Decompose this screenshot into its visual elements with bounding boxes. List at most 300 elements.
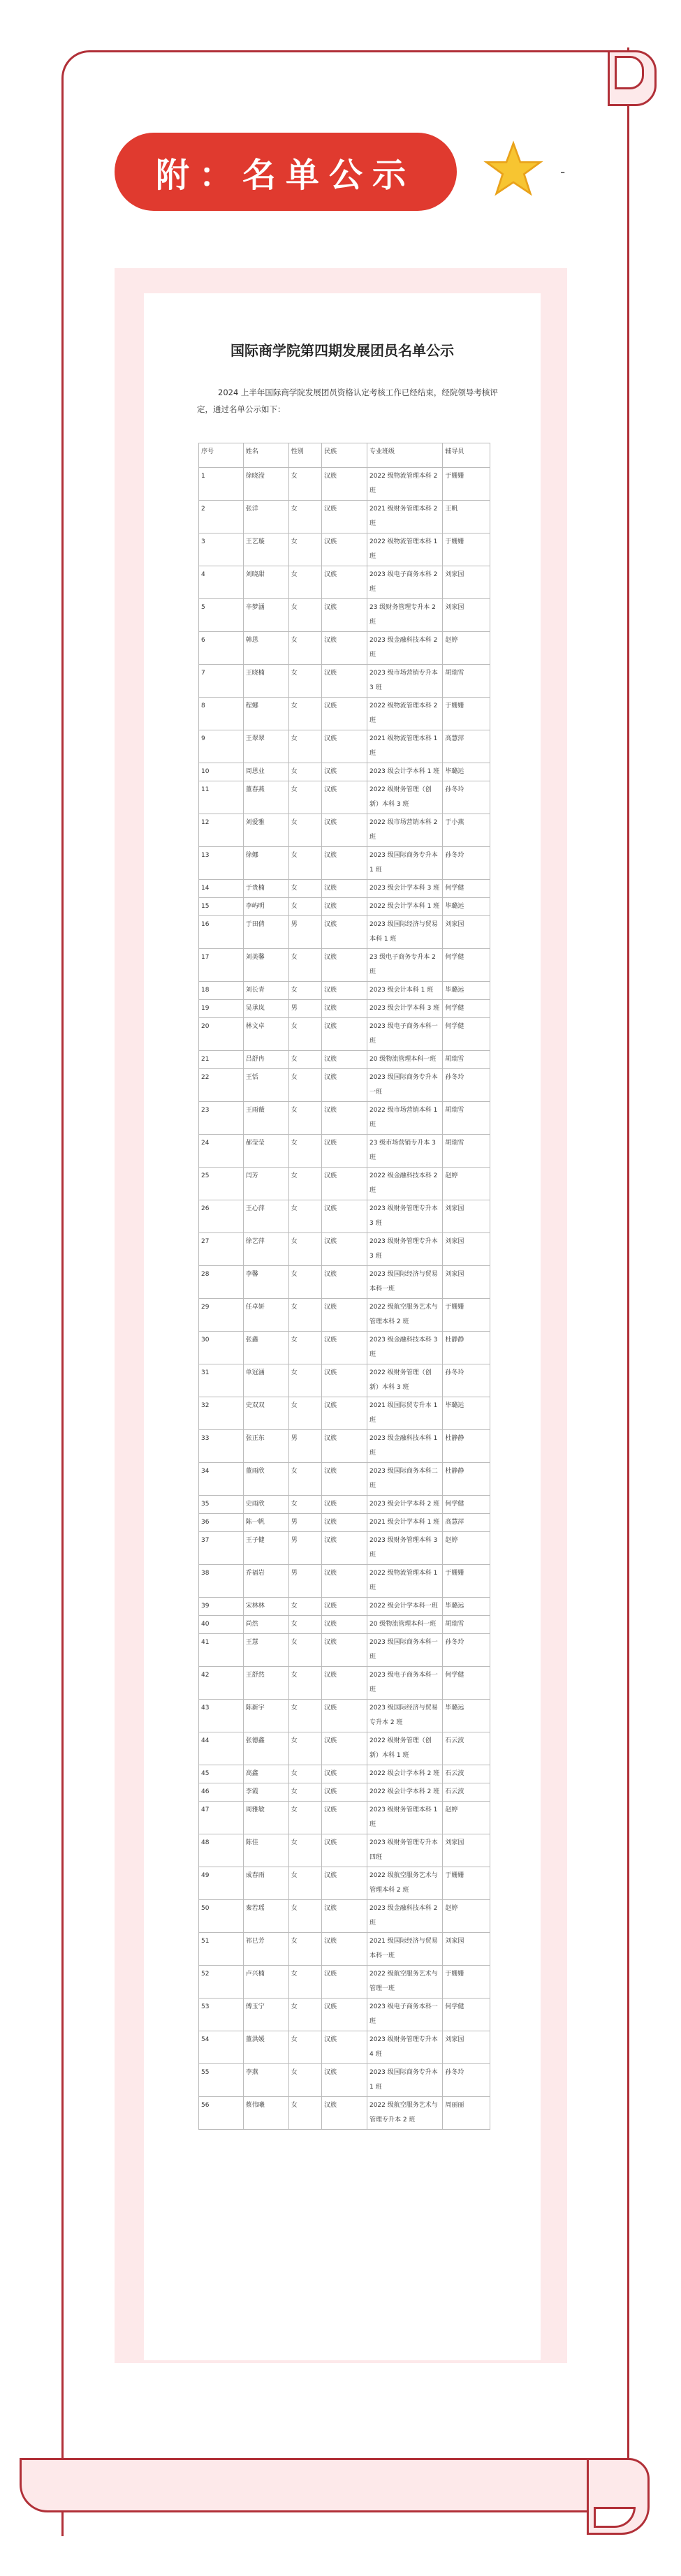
table-cell: 汉族	[321, 916, 367, 949]
table-cell: 石云波	[443, 1765, 490, 1783]
column-header: 序号	[199, 443, 244, 468]
table-cell: 女	[288, 2097, 321, 2130]
table-cell: 单冠涵	[243, 1364, 288, 1397]
table-cell: 毕璐远	[443, 1598, 490, 1616]
table-cell: 女	[288, 1933, 321, 1966]
table-cell: 2023 级国际经济与贸易本科 1 班	[367, 916, 442, 949]
table-cell: 胡瑞雪	[443, 1135, 490, 1168]
table-cell: 5	[199, 599, 244, 632]
table-cell: 女	[288, 1999, 321, 2031]
table-cell: 15	[199, 898, 244, 916]
table-cell: 汉族	[321, 1565, 367, 1598]
table-cell: 2022 级物流管理本科 2 班	[367, 698, 442, 730]
table-cell: 32	[199, 1397, 244, 1430]
table-cell: 女	[288, 1732, 321, 1765]
table-cell: 36	[199, 1514, 244, 1532]
table-cell: 4	[199, 566, 244, 599]
table-row	[199, 1000, 490, 1018]
table-cell: 2023 级会计学本科 3 班	[367, 1000, 442, 1018]
table-cell: 男	[288, 1532, 321, 1565]
table-cell: 29	[199, 1299, 244, 1332]
table-cell: 周雅敏	[243, 1802, 288, 1834]
table-cell: 2022 级会计学本科 2 班	[367, 1783, 442, 1802]
table-cell: 2021 级会计学本科 1 班	[367, 1514, 442, 1532]
table-cell: 乔福岩	[243, 1565, 288, 1598]
table-cell: 54	[199, 2031, 244, 2064]
table-row	[199, 1233, 490, 1266]
table-cell: 女	[288, 468, 321, 501]
table-cell: 祁巳芳	[243, 1933, 288, 1966]
table-cell: 尚然	[243, 1616, 288, 1634]
table-cell: 52	[199, 1966, 244, 1999]
table-cell: 汉族	[321, 1732, 367, 1765]
table-cell: 2023 级会计学本科 1 班	[367, 763, 442, 781]
table-row	[199, 1051, 490, 1069]
table-cell: 女	[288, 1233, 321, 1266]
table-cell: 刘家园	[443, 599, 490, 632]
table-row	[199, 1999, 490, 2031]
table-cell: 辛梦涵	[243, 599, 288, 632]
table-cell: 刘家园	[443, 1834, 490, 1867]
table-cell: 于姗姗	[443, 1299, 490, 1332]
table-cell: 何学健	[443, 1667, 490, 1700]
table-cell: 20 级物流管理本科一班	[367, 1051, 442, 1069]
table-cell: 2023 级会计学本科 2 班	[367, 1496, 442, 1514]
table-cell: 徐娜	[243, 847, 288, 880]
table-cell: 孙冬玲	[443, 1069, 490, 1102]
table-cell: 14	[199, 880, 244, 898]
table-cell: 于姗姗	[443, 1867, 490, 1900]
table-cell: 女	[288, 781, 321, 814]
table-cell: 汉族	[321, 1933, 367, 1966]
table-cell: 刘长青	[243, 982, 288, 1000]
table-cell: 女	[288, 501, 321, 533]
document-title: 国际商学院第四期发展团员名单公示	[230, 342, 454, 359]
table-cell: 2021 级国际贸专升本 1 班	[367, 1397, 442, 1430]
table-cell: 任卓妍	[243, 1299, 288, 1332]
table-cell: 汉族	[321, 1332, 367, 1364]
table-cell: 23 级市场营销专升本 3 班	[367, 1135, 442, 1168]
table-cell: 22	[199, 1069, 244, 1102]
table-cell: 汉族	[321, 1000, 367, 1018]
table-row	[199, 1364, 490, 1397]
table-cell: 王舒然	[243, 1667, 288, 1700]
column-header: 民族	[321, 443, 367, 468]
table-row	[199, 1069, 490, 1102]
table-cell: 闫芳	[243, 1168, 288, 1200]
table-cell: 张洋	[243, 501, 288, 533]
table-cell: 汉族	[321, 781, 367, 814]
member-list-table	[198, 443, 490, 2130]
table-cell: 39	[199, 1598, 244, 1616]
table-cell: 6	[199, 632, 244, 665]
table-cell: 男	[288, 1000, 321, 1018]
table-cell: 刘家园	[443, 1200, 490, 1233]
table-cell: 汉族	[321, 730, 367, 763]
table-cell: 42	[199, 1667, 244, 1700]
table-cell: 汉族	[321, 1783, 367, 1802]
table-cell: 李屿明	[243, 898, 288, 916]
table-row	[199, 566, 490, 599]
table-cell: 45	[199, 1765, 244, 1783]
table-cell: 汉族	[321, 566, 367, 599]
column-header: 辅导员	[443, 443, 490, 468]
table-cell: 2022 级财务管理（创新）本科 3 班	[367, 781, 442, 814]
table-cell: 刘家园	[443, 566, 490, 599]
table-cell: 董洪媛	[243, 2031, 288, 2064]
table-cell: 于田倩	[243, 916, 288, 949]
table-cell: 24	[199, 1135, 244, 1168]
table-cell: 汉族	[321, 814, 367, 847]
table-cell: 韩思	[243, 632, 288, 665]
table-cell: 汉族	[321, 898, 367, 916]
table-cell: 孙冬玲	[443, 2064, 490, 2097]
table-cell: 汉族	[321, 1135, 367, 1168]
table-row	[199, 898, 490, 916]
table-cell: 2022 级会计学本科 2 班	[367, 1765, 442, 1783]
table-cell: 2023 级国际经济与贸易专升本 2 班	[367, 1700, 442, 1732]
table-cell: 2021 级国际经济与贸易本科一班	[367, 1933, 442, 1966]
table-row	[199, 1565, 490, 1598]
table-cell: 53	[199, 1999, 244, 2031]
table-row	[199, 599, 490, 632]
table-row	[199, 1496, 490, 1514]
table-cell: 47	[199, 1802, 244, 1834]
table-cell: 女	[288, 1463, 321, 1496]
table-cell: 女	[288, 632, 321, 665]
table-cell: 于姗姗	[443, 1565, 490, 1598]
table-row	[199, 1299, 490, 1332]
table-cell: 2023 级财务管理本科 1 班	[367, 1802, 442, 1834]
table-cell: 1	[199, 468, 244, 501]
table-cell: 杜静静	[443, 1430, 490, 1463]
table-cell: 孙冬玲	[443, 1634, 490, 1667]
table-cell: 于姗姗	[443, 468, 490, 501]
table-cell: 卢兴楠	[243, 1966, 288, 1999]
table-row	[199, 730, 490, 763]
table-cell: 赵婷	[443, 632, 490, 665]
table-cell: 吕舒冉	[243, 1051, 288, 1069]
table-cell: 赵婷	[443, 1900, 490, 1933]
table-cell: 女	[288, 1200, 321, 1233]
table-cell: 30	[199, 1332, 244, 1364]
table-cell: 汉族	[321, 1999, 367, 2031]
table-cell: 37	[199, 1532, 244, 1565]
table-cell: 2023 级国际商务本科一班	[367, 1634, 442, 1667]
table-cell: 汉族	[321, 847, 367, 880]
table-cell: 女	[288, 1168, 321, 1200]
table-cell: 高慧萍	[443, 1514, 490, 1532]
table-cell: 汉族	[321, 1867, 367, 1900]
table-cell: 18	[199, 982, 244, 1000]
table-row	[199, 1616, 490, 1634]
table-cell: 23	[199, 1102, 244, 1135]
table-cell: 汉族	[321, 533, 367, 566]
table-cell: 女	[288, 1051, 321, 1069]
table-cell: 2023 级国际商务本科二班	[367, 1463, 442, 1496]
table-cell: 女	[288, 1018, 321, 1051]
star-icon	[482, 138, 545, 201]
table-row	[199, 1700, 490, 1732]
table-cell: 张正东	[243, 1430, 288, 1463]
table-cell: 刘家园	[443, 916, 490, 949]
table-cell: 汉族	[321, 1765, 367, 1783]
table-cell: 王帆	[443, 501, 490, 533]
table-row	[199, 1463, 490, 1496]
table-cell: 2023 级财务管理专升本 4 班	[367, 2031, 442, 2064]
table-cell: 2023 级财务管理本科 3 班	[367, 1532, 442, 1565]
table-cell: 王翠翠	[243, 730, 288, 763]
table-cell: 51	[199, 1933, 244, 1966]
table-cell: 史雨欣	[243, 1496, 288, 1514]
table-cell: 何学健	[443, 949, 490, 982]
table-cell: 女	[288, 982, 321, 1000]
table-row	[199, 2031, 490, 2064]
table-cell: 2022 级金融科技本科 2 班	[367, 1168, 442, 1200]
table-cell: 孙冬玲	[443, 847, 490, 880]
table-cell: 秦若瑶	[243, 1900, 288, 1933]
table-cell: 汉族	[321, 1299, 367, 1332]
table-cell: 女	[288, 949, 321, 982]
table-cell: 董春燕	[243, 781, 288, 814]
table-row	[199, 1532, 490, 1565]
table-cell: 女	[288, 1598, 321, 1616]
column-header: 性别	[288, 443, 321, 468]
table-cell: 于姗姗	[443, 1966, 490, 1999]
table-cell: 2023 级电子商务本科一班	[367, 1018, 442, 1051]
table-row	[199, 1430, 490, 1463]
table-cell: 49	[199, 1867, 244, 1900]
table-cell: 2023 级国际商务专升本 1 班	[367, 2064, 442, 2097]
table-cell: 汉族	[321, 468, 367, 501]
table-cell: 2022 级物流管理本科 1 班	[367, 1565, 442, 1598]
table-cell: 50	[199, 1900, 244, 1933]
table-cell: 汉族	[321, 1667, 367, 1700]
table-cell: 女	[288, 533, 321, 566]
table-cell: 赵婷	[443, 1802, 490, 1834]
table-cell: 2023 级金融科技本科 3 班	[367, 1332, 442, 1364]
table-cell: 杜静静	[443, 1463, 490, 1496]
scroll-bottom-bar	[20, 2458, 629, 2512]
table-cell: 2022 级航空服务艺术与管理一班	[367, 1966, 442, 1999]
table-row	[199, 1867, 490, 1900]
table-cell: 汉族	[321, 1430, 367, 1463]
table-cell: 2022 级航空服务艺术与管理本科 2 班	[367, 1867, 442, 1900]
table-row	[199, 1634, 490, 1667]
table-row	[199, 949, 490, 982]
table-row	[199, 468, 490, 501]
table-cell: 汉族	[321, 632, 367, 665]
table-cell: 2022 级航空服务艺术与管理本科 2 班	[367, 1299, 442, 1332]
table-cell: 女	[288, 1266, 321, 1299]
table-cell: 郝莹莹	[243, 1135, 288, 1168]
table-cell: 成春雨	[243, 1867, 288, 1900]
table-cell: 43	[199, 1700, 244, 1732]
table-cell: 李燕	[243, 2064, 288, 2097]
table-cell: 2023 级财务管理专升本四班	[367, 1834, 442, 1867]
table-cell: 汉族	[321, 880, 367, 898]
table-cell: 34	[199, 1463, 244, 1496]
table-row	[199, 1266, 490, 1299]
document-intro: 2024 上半年国际商学院发展团员资格认定考核工作已经结束，经院领导考核评定，通过名单公示如下：	[197, 388, 498, 414]
table-cell: 汉族	[321, 1598, 367, 1616]
table-cell: 蔡伟曦	[243, 2097, 288, 2130]
table-row	[199, 1667, 490, 1700]
table-row	[199, 763, 490, 781]
table-cell: 46	[199, 1783, 244, 1802]
table-cell: 胡瑞雪	[443, 1051, 490, 1069]
table-cell: 刘家园	[443, 1933, 490, 1966]
table-cell: 2023 级国际商务专升本一班	[367, 1069, 442, 1102]
table-cell: 2022 级航空服务艺术与管理专升本 2 班	[367, 2097, 442, 2130]
table-cell: 2022 级物流管理本科 2 班	[367, 468, 442, 501]
table-cell: 汉族	[321, 2064, 367, 2097]
table-cell: 2022 级市场营销本科 1 班	[367, 1102, 442, 1135]
table-cell: 2022 级物流管理本科 1 班	[367, 533, 442, 566]
table-cell: 史双双	[243, 1397, 288, 1430]
scroll-right-edge	[627, 47, 629, 2519]
table-cell: 汉族	[321, 1051, 367, 1069]
table-cell: 女	[288, 1332, 321, 1364]
table-cell: 女	[288, 847, 321, 880]
table-cell: 2022 级市场营销本科 2 班	[367, 814, 442, 847]
table-cell: 王晓楠	[243, 665, 288, 698]
table-cell: 汉族	[321, 1102, 367, 1135]
table-cell: 13	[199, 847, 244, 880]
table-cell: 王慧	[243, 1634, 288, 1667]
column-header: 专业班级	[367, 443, 442, 468]
table-cell: 女	[288, 2031, 321, 2064]
table-cell: 2022 级会计学本科 1 班	[367, 898, 442, 916]
table-cell: 赵婷	[443, 1532, 490, 1565]
table-row	[199, 1834, 490, 1867]
table-cell: 孙冬玲	[443, 1364, 490, 1397]
table-cell: 何学健	[443, 880, 490, 898]
table-cell: 26	[199, 1200, 244, 1233]
table-cell: 女	[288, 1900, 321, 1933]
table-row	[199, 781, 490, 814]
table-cell: 王子健	[243, 1532, 288, 1565]
table-cell: 刘家园	[443, 2031, 490, 2064]
table-cell: 28	[199, 1266, 244, 1299]
table-cell: 12	[199, 814, 244, 847]
table-cell: 23 级财务管理专升本 2 班	[367, 599, 442, 632]
table-cell: 王雨薇	[243, 1102, 288, 1135]
table-cell: 周丽丽	[443, 2097, 490, 2130]
table-cell: 汉族	[321, 1397, 367, 1430]
table-cell: 16	[199, 916, 244, 949]
table-cell: 高慧萍	[443, 730, 490, 763]
table-cell: 张鑫	[243, 1332, 288, 1364]
table-cell: 11	[199, 781, 244, 814]
table-cell: 2022 级会计学本科一班	[367, 1598, 442, 1616]
table-cell: 女	[288, 814, 321, 847]
table-cell: 张德鑫	[243, 1732, 288, 1765]
table-cell: 女	[288, 1700, 321, 1732]
table-cell: 孙冬玲	[443, 781, 490, 814]
table-cell: 38	[199, 1565, 244, 1598]
table-row	[199, 2097, 490, 2130]
table-cell: 男	[288, 1514, 321, 1532]
table-cell: 33	[199, 1430, 244, 1463]
table-cell: 汉族	[321, 1266, 367, 1299]
table-cell: 女	[288, 763, 321, 781]
table-cell: 2023 级财务管理专升本 3 班	[367, 1233, 442, 1266]
table-cell: 刘爱雅	[243, 814, 288, 847]
table-cell: 2023 级电子商务本科一班	[367, 1999, 442, 2031]
table-row	[199, 632, 490, 665]
scroll-top-curl-inner	[615, 56, 644, 89]
table-cell: 吴承岚	[243, 1000, 288, 1018]
table-row	[199, 814, 490, 847]
table-cell: 7	[199, 665, 244, 698]
table-cell: 2023 级会计本科 1 班	[367, 982, 442, 1000]
table-row	[199, 1933, 490, 1966]
table-cell: 汉族	[321, 1069, 367, 1102]
table-cell: 高鑫	[243, 1765, 288, 1783]
table-row	[199, 698, 490, 730]
table-cell: 王艺璇	[243, 533, 288, 566]
table-cell: 女	[288, 1783, 321, 1802]
table-cell: 王心萍	[243, 1200, 288, 1233]
table-row	[199, 847, 490, 880]
table-cell: 陈佳	[243, 1834, 288, 1867]
table-cell: 女	[288, 898, 321, 916]
table-cell: 刘家园	[443, 1233, 490, 1266]
table-cell: 毕璐远	[443, 763, 490, 781]
table-cell: 汉族	[321, 1634, 367, 1667]
table-cell: 女	[288, 1667, 321, 1700]
table-cell: 2023 级国际商务专升本 1 班	[367, 847, 442, 880]
table-row	[199, 1397, 490, 1430]
table-row	[199, 880, 490, 898]
table-cell: 王恬	[243, 1069, 288, 1102]
table-cell: 女	[288, 730, 321, 763]
table-cell: 徐艺萍	[243, 1233, 288, 1266]
table-cell: 毕璐远	[443, 898, 490, 916]
banner-trailing-mark: -	[560, 163, 566, 180]
table-cell: 27	[199, 1233, 244, 1266]
table-cell: 于姗姗	[443, 698, 490, 730]
table-cell: 2023 级电子商务本科一班	[367, 1667, 442, 1700]
table-cell: 女	[288, 1069, 321, 1102]
table-cell: 汉族	[321, 1834, 367, 1867]
table-row	[199, 1783, 490, 1802]
table-row	[199, 1598, 490, 1616]
table-cell: 女	[288, 1496, 321, 1514]
table-cell: 刘晓甜	[243, 566, 288, 599]
table-cell: 李馨	[243, 1266, 288, 1299]
table-cell: 2022 级财务管理（创新）本科 1 班	[367, 1732, 442, 1765]
table-cell: 汉族	[321, 698, 367, 730]
table-cell: 于贵楠	[243, 880, 288, 898]
table-cell: 2023 级会计学本科 3 班	[367, 880, 442, 898]
table-cell: 女	[288, 1867, 321, 1900]
table-row	[199, 1900, 490, 1933]
table-cell: 杜静静	[443, 1332, 490, 1364]
table-cell: 41	[199, 1634, 244, 1667]
table-cell: 21	[199, 1051, 244, 1069]
table-cell: 2	[199, 501, 244, 533]
table-cell: 20 级物流管理本科一班	[367, 1616, 442, 1634]
table-cell: 何学健	[443, 1999, 490, 2031]
table-cell: 女	[288, 599, 321, 632]
table-cell: 陈一帆	[243, 1514, 288, 1532]
table-cell: 48	[199, 1834, 244, 1867]
table-cell: 汉族	[321, 982, 367, 1000]
table-cell: 于姗姗	[443, 533, 490, 566]
table-cell: 56	[199, 2097, 244, 2130]
